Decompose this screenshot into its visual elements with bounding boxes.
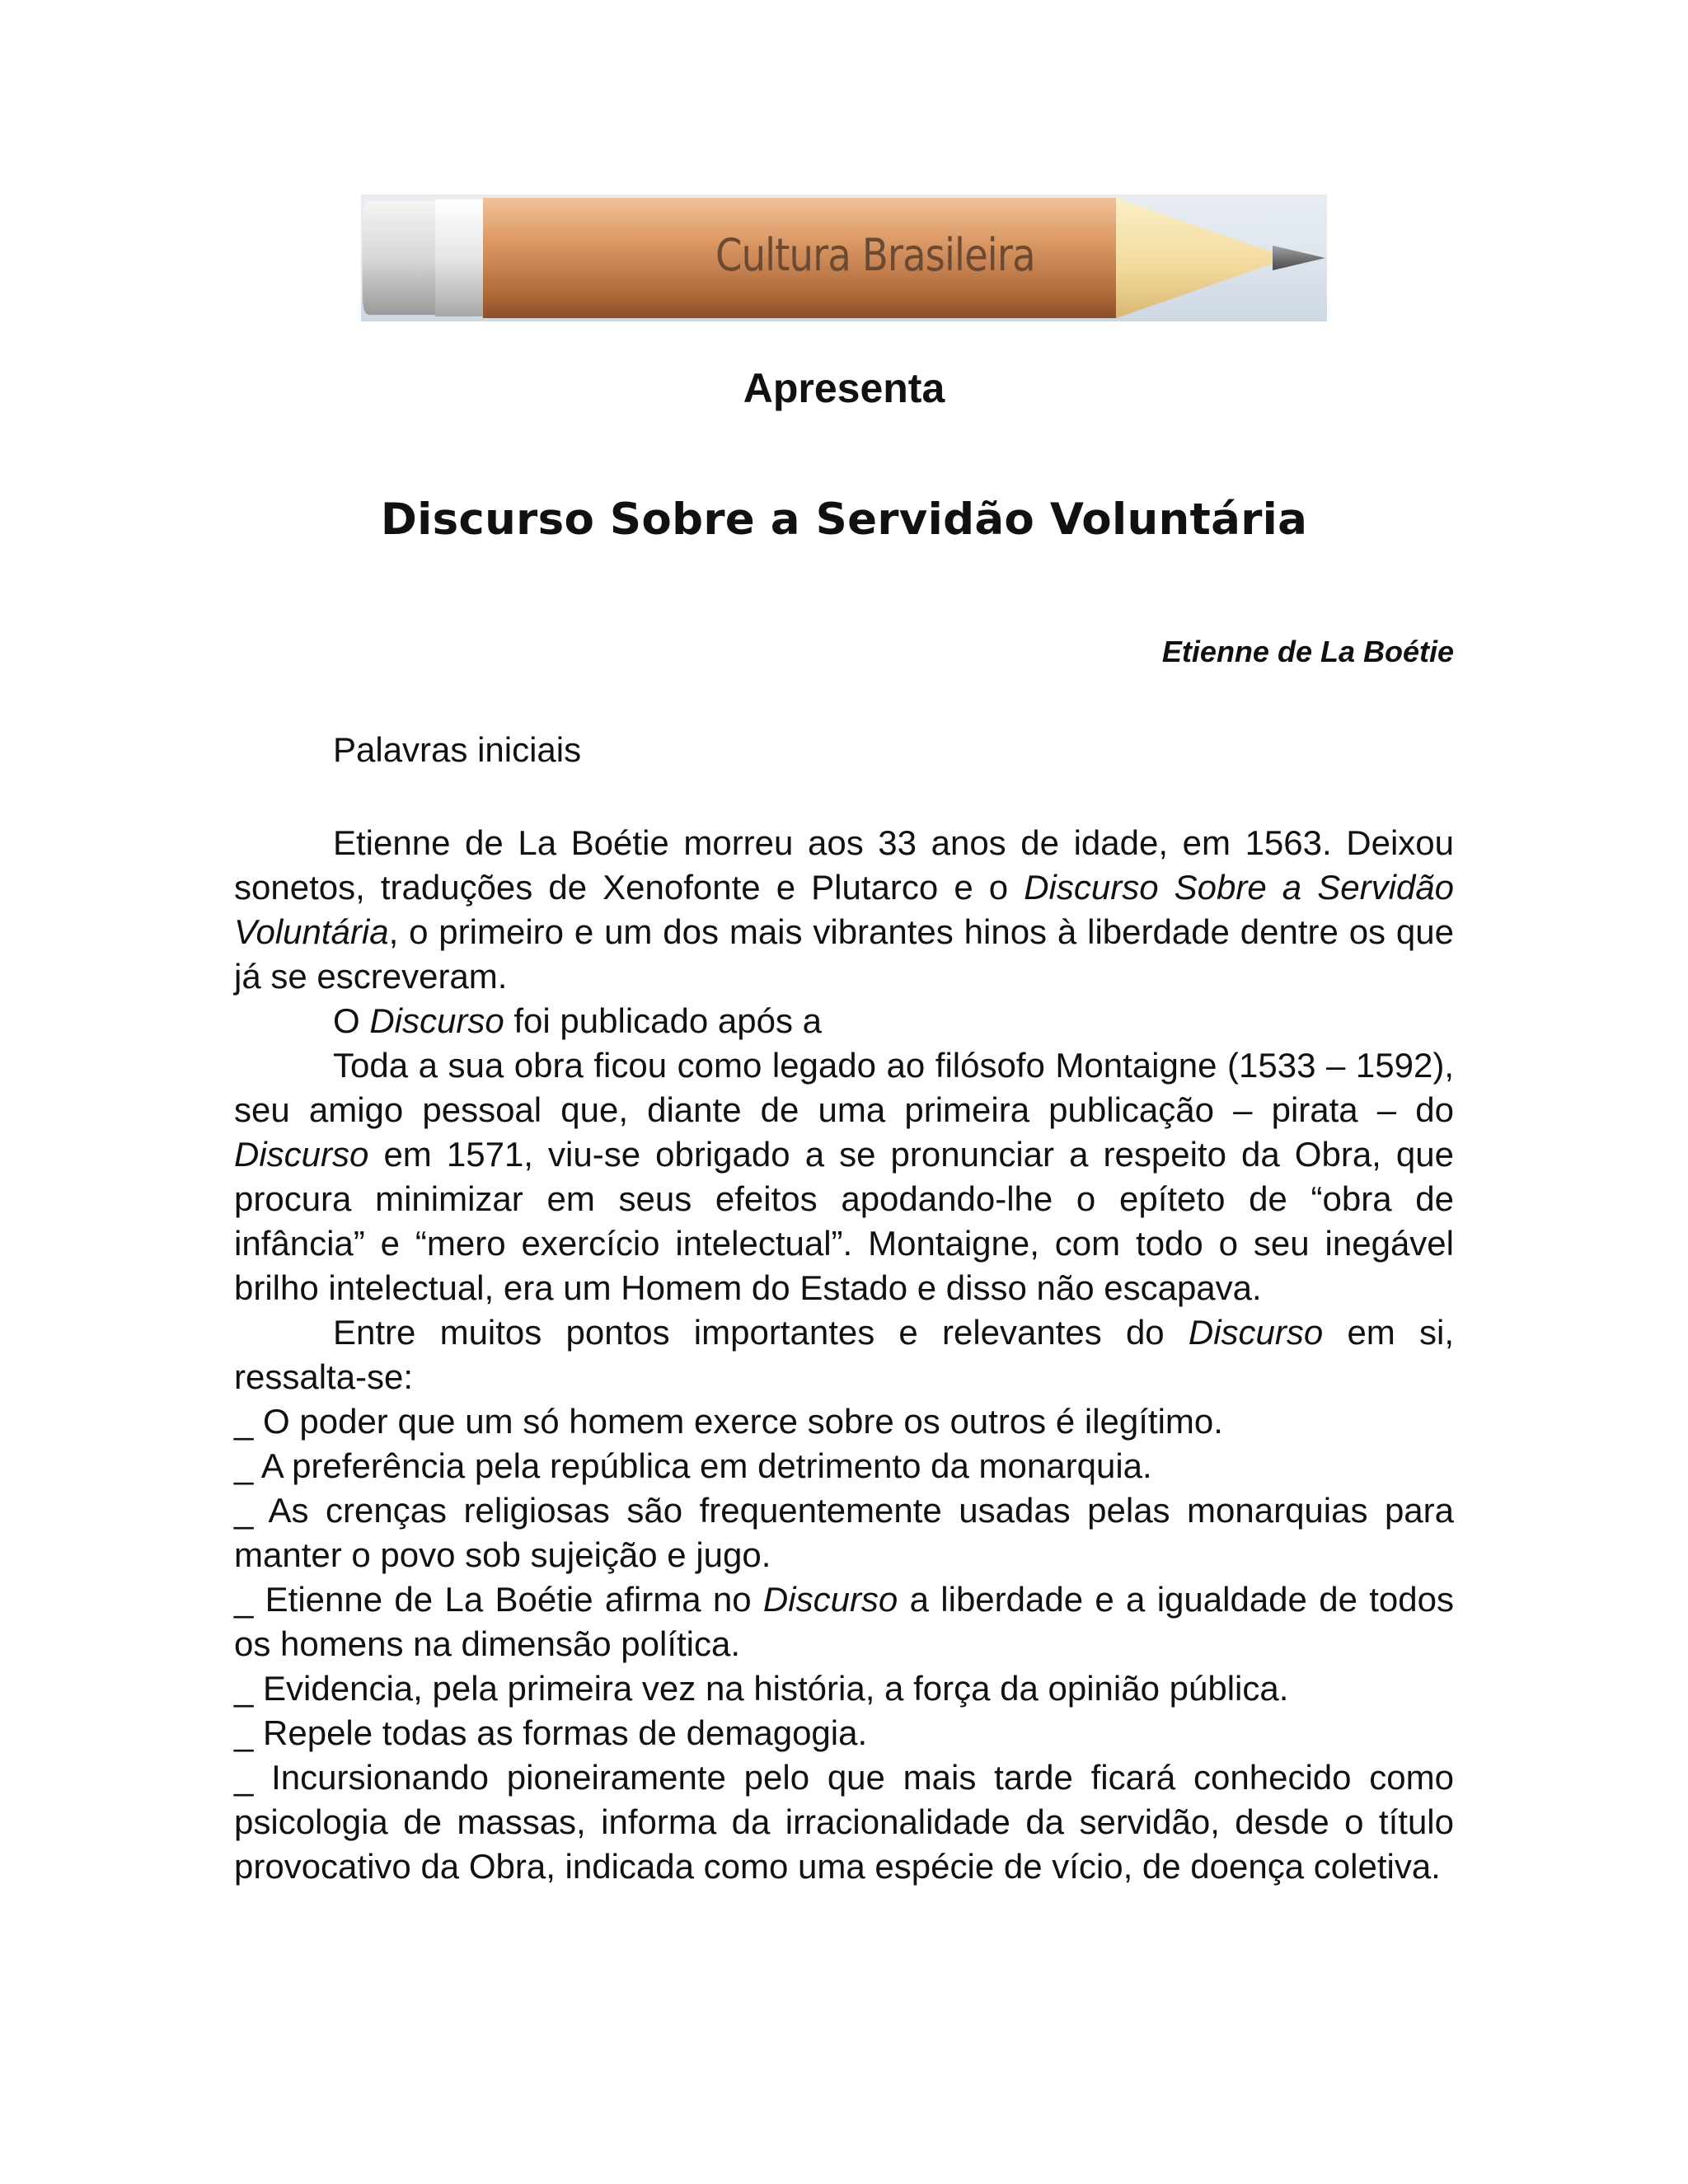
text-run: Toda a sua obra ficou como legado ao filósofo Montaigne (1533 – 1592), seu amigo pessoal que, diante de uma primeira publicação – pirata – do [234, 1046, 1454, 1129]
text-run: _ As crenças religiosas são frequentemente usadas pelas monarquias para manter o povo sob sujeição e jugo. [234, 1491, 1454, 1574]
paragraph [234, 821, 1454, 999]
cultura-brasileira-logo [361, 194, 1327, 321]
text-run: _ Repele todas as formas de demagogia. [234, 1713, 868, 1752]
italic-run: Discurso [1188, 1313, 1324, 1352]
bullet-item [234, 1711, 1454, 1755]
pencil-wood [1116, 198, 1278, 318]
text-run: a liberdade e a igualdade de todos os homens na dimensão política. [234, 1580, 1454, 1663]
pencil-lead [1273, 246, 1325, 270]
section-heading: Palavras iniciais [333, 730, 582, 769]
text-run: foi publicado após a [504, 1001, 822, 1040]
text-run: _ O poder que um só homem exerce sobre os outros é ilegítimo. [234, 1402, 1223, 1441]
bullet-item [234, 1577, 1454, 1666]
text-run: _ A preferência pela república em detrimento da monarquia. [234, 1446, 1152, 1485]
bullet-item [234, 1755, 1454, 1889]
paragraph [234, 999, 1454, 1043]
text-run: em si, ressalta-se: [234, 1313, 1454, 1396]
italic-run: Discurso [762, 1580, 898, 1619]
paragraph [234, 1043, 1454, 1310]
italic-run: Discurso [369, 1001, 504, 1040]
italic-run: Discurso Sobre a Servidão Voluntária [234, 868, 1454, 951]
page-title: Discurso Sobre a Servidão Voluntária [380, 494, 1308, 545]
bullet-item [234, 1666, 1454, 1711]
ferrule [435, 199, 483, 316]
text-run: _ Etienne de La Boétie afirma no [234, 1580, 763, 1619]
text-run: O [333, 1001, 370, 1040]
text-run: em 1571, viu-se obrigado a se pronunciar a respeito da Obra, que procura minimizar em seus efeitos apodando-lhe o epíteto de “obra de infância” e “mero exercício intelectual”. Montaigne, com todo o seu inegável brilho intelectual, era um Homem do Estado e disso não escapava. [234, 1135, 1454, 1307]
text-run: _ Evidencia, pela primeira vez na história, a força da opinião pública. [234, 1669, 1289, 1708]
text-run: _ Incursionando pioneiramente pelo que mais tarde ficará conhecido como psicologia de massas, informa da irracionalidade da servidão, desde o título provocativo da Obra, indicada como uma espécie de vício, de doença coletiva. [234, 1758, 1454, 1886]
author-name: Etienne de La Boétie [1161, 635, 1454, 668]
text-run: Entre muitos pontos importantes e relevantes do [333, 1313, 1189, 1352]
bullet-item [234, 1444, 1454, 1488]
bullet-item [234, 1488, 1454, 1577]
text-run: Etienne de La Boétie morreu aos 33 anos de idade, em 1563. Deixou sonetos, traduções de Xenofonte e Plutarco e o [234, 823, 1454, 907]
text-run: , o primeiro e um dos mais vibrantes hinos à liberdade dentre os que já se escreveram. [234, 912, 1454, 996]
paragraph [234, 1310, 1454, 1399]
logo-text: Cultura Brasileira [715, 229, 1035, 281]
bullet-item [234, 1399, 1454, 1444]
italic-run: Discurso [234, 1135, 369, 1174]
body-text [234, 821, 1454, 1889]
presenter-line: Apresenta [743, 365, 945, 411]
eraser [363, 201, 435, 315]
